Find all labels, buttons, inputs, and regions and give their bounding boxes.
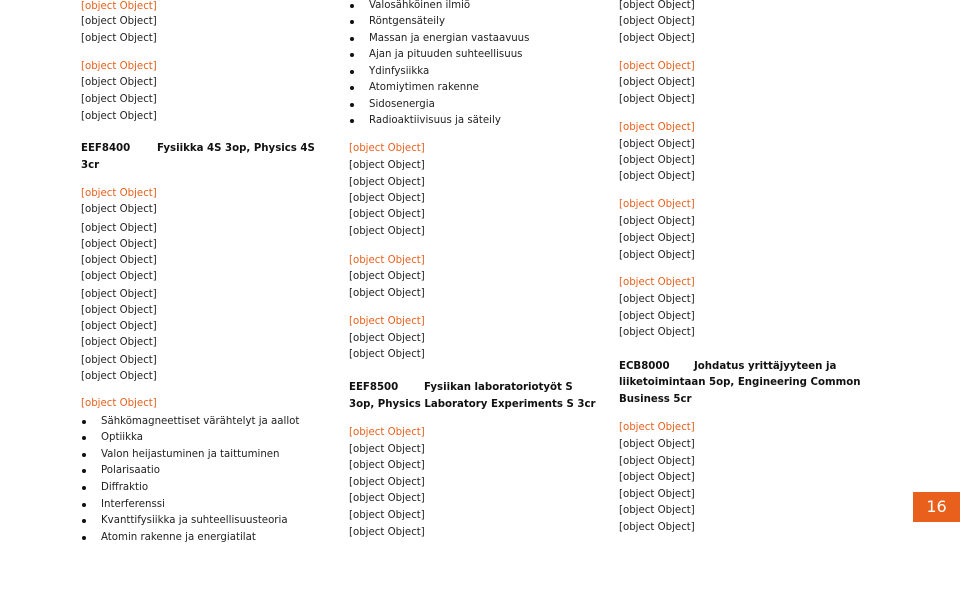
section-heading: [object Object] xyxy=(81,61,157,72)
text-line: [object Object] xyxy=(619,327,695,338)
bullet-icon xyxy=(82,420,86,424)
course-title-cont: liiketoimintaan 5op, Engineering Common xyxy=(619,377,861,388)
text-line: [object Object] xyxy=(619,171,695,182)
section-heading: [object Object] xyxy=(619,277,695,288)
section-heading: [object Object] xyxy=(349,143,425,154)
text-line: [object Object] xyxy=(81,239,157,250)
text-line: [object Object] xyxy=(349,193,425,204)
text-line: [object Object] xyxy=(619,233,695,244)
text-line: [object Object] xyxy=(81,16,157,27)
bullet-icon xyxy=(82,486,86,490)
text-line: [object Object] xyxy=(619,311,695,322)
list-item: Massan ja energian vastaavuus xyxy=(369,33,530,44)
section-heading: [object Object] xyxy=(81,188,157,199)
bullet-icon xyxy=(82,453,86,457)
text-line: [object Object] xyxy=(619,456,695,467)
text-line: [object Object] xyxy=(619,250,695,261)
text-line: [object Object] xyxy=(349,444,425,455)
bullet-icon xyxy=(350,119,354,123)
bullet-icon xyxy=(350,103,354,107)
text-line: [object Object] xyxy=(81,111,157,122)
section-heading: [object Object] xyxy=(349,255,425,266)
text-line: [object Object] xyxy=(349,160,425,171)
list-item: Ydinfysiikka xyxy=(369,66,430,77)
text-line: [object Object] xyxy=(81,289,157,300)
bullet-icon xyxy=(82,503,86,507)
course-title: Fysiikka 4S 3op, Physics 4S xyxy=(157,143,315,154)
bullet-icon xyxy=(350,86,354,90)
text-line: [object Object] xyxy=(81,204,157,215)
text-line: [object Object] xyxy=(81,371,157,382)
section-heading: [object Object] xyxy=(349,316,425,327)
text-line: [object Object] xyxy=(619,0,695,11)
section-heading: [object Object] xyxy=(81,398,157,409)
text-line: [object Object] xyxy=(619,505,695,516)
section-heading: [object Object] xyxy=(619,122,695,133)
list-item: Sidosenergia xyxy=(369,99,435,110)
list-item: Radioaktiivisuus ja säteily xyxy=(369,115,501,126)
text-line: [object Object] xyxy=(619,155,695,166)
text-line: [object Object] xyxy=(81,33,157,44)
list-item: Valosähköinen ilmiö xyxy=(369,0,471,11)
list-item: Röntgensäteily xyxy=(369,16,445,27)
section-heading: [object Object] xyxy=(619,422,695,433)
text-line: [object Object] xyxy=(619,439,695,450)
bullet-icon xyxy=(82,436,86,440)
course-code: EEF8500 xyxy=(349,382,399,393)
text-line: [object Object] xyxy=(619,472,695,483)
bullet-icon xyxy=(82,469,86,473)
text-line: [object Object] xyxy=(81,355,157,366)
text-line: [object Object] xyxy=(349,333,425,344)
list-item: Optiikka xyxy=(101,432,144,443)
text-line: [object Object] xyxy=(619,33,695,44)
section-heading: [object Object] xyxy=(619,61,695,72)
text-line: [object Object] xyxy=(349,349,425,360)
section-heading: [object Object] xyxy=(619,199,695,210)
text-line: [object Object] xyxy=(619,294,695,305)
text-line: [object Object] xyxy=(81,305,157,316)
bullet-icon xyxy=(350,70,354,74)
text-line: [object Object] xyxy=(349,527,425,538)
course-title: Johdatus yrittäjyyteen ja xyxy=(694,361,837,372)
section-heading: [object Object] xyxy=(81,1,157,12)
bullet-icon xyxy=(350,37,354,41)
text-line: [object Object] xyxy=(81,321,157,332)
text-line: [object Object] xyxy=(81,255,157,266)
course-code: EEF8400 xyxy=(81,143,131,154)
text-line: [object Object] xyxy=(619,139,695,150)
text-line: [object Object] xyxy=(619,216,695,227)
list-item: Diffraktio xyxy=(101,482,149,493)
text-line: [object Object] xyxy=(81,337,157,348)
text-line: [object Object] xyxy=(81,271,157,282)
text-line: [object Object] xyxy=(619,77,695,88)
text-line: [object Object] xyxy=(619,94,695,105)
text-line: [object Object] xyxy=(349,460,425,471)
text-line: [object Object] xyxy=(81,94,157,105)
text-line: [object Object] xyxy=(349,477,425,488)
text-line: [object Object] xyxy=(349,177,425,188)
course-credits: 3cr xyxy=(81,160,100,171)
list-item: Atomiytimen rakenne xyxy=(369,82,479,93)
list-item: Ajan ja pituuden suhteellisuus xyxy=(369,49,523,60)
bullet-icon xyxy=(82,536,86,540)
list-item: Interferenssi xyxy=(101,499,165,510)
page-number-badge xyxy=(913,492,960,522)
bullet-icon xyxy=(82,519,86,523)
section-heading: [object Object] xyxy=(349,427,425,438)
course-credits: 3op, Physics Laboratory Experiments S 3cr xyxy=(349,399,596,410)
list-item: Valon heijastuminen ja taittuminen xyxy=(101,449,280,460)
list-item: Sähkömagneettiset värähtelyt ja aallot xyxy=(101,416,300,427)
course-title-end: Business 5cr xyxy=(619,394,692,405)
bullet-icon xyxy=(350,20,354,24)
bullet-icon xyxy=(350,53,354,57)
text-line: [object Object] xyxy=(619,489,695,500)
text-line: [object Object] xyxy=(349,510,425,521)
text-line: [object Object] xyxy=(619,522,695,533)
list-item: Atomin rakenne ja energiatilat xyxy=(101,532,256,543)
text-line: [object Object] xyxy=(349,271,425,282)
text-line: [object Object] xyxy=(349,226,425,237)
bullet-icon xyxy=(350,4,354,8)
course-title: Fysiikan laboratoriotyöt S xyxy=(424,382,573,393)
text-line: [object Object] xyxy=(349,209,425,220)
list-item: Polarisaatio xyxy=(101,465,160,476)
text-line: [object Object] xyxy=(81,77,157,88)
course-code: ECB8000 xyxy=(619,361,670,372)
text-line: [object Object] xyxy=(81,223,157,234)
text-line: [object Object] xyxy=(619,16,695,27)
page-number: 16 xyxy=(926,497,947,516)
list-item: Kvanttifysiikka ja suhteellisuusteoria xyxy=(101,515,288,526)
text-line: [object Object] xyxy=(349,493,425,504)
text-line: [object Object] xyxy=(349,288,425,299)
